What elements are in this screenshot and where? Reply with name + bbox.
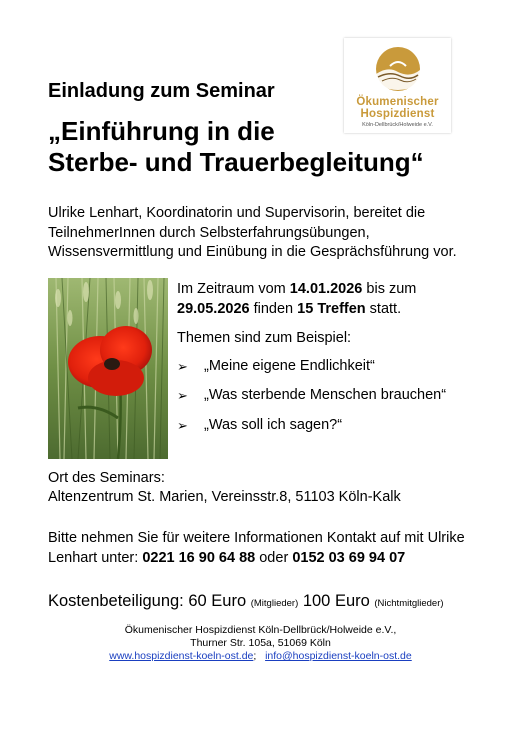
nonmember-price: 100 Euro (298, 592, 375, 610)
phone-number-1: 0221 16 90 64 88 (142, 549, 256, 566)
topic-item (177, 357, 477, 377)
footer-links (0, 650, 521, 663)
seminar-title-line2: Sterbe- und Trauerbegleitung“ (48, 147, 424, 177)
topic-item (177, 386, 477, 406)
start-date: 14.01.2026 (289, 281, 363, 297)
topic-item (177, 416, 477, 436)
topic-text: „Was sterbende Menschen brauchen“ (204, 387, 447, 403)
seminar-details (177, 280, 477, 445)
topics-label: Themen sind zum Beispiel: (177, 330, 352, 346)
hospice-emblem-icon (372, 44, 424, 94)
members-note: (Mitglieder) (250, 598, 299, 609)
meeting-count: 15 Treffen (297, 300, 366, 317)
arrow-bullet-icon: ➢ (177, 358, 188, 374)
topic-text: „Was soll ich sagen?“ (204, 416, 343, 433)
schedule-text-part4: statt. (365, 300, 402, 317)
nonmembers-note: (Nichtmitglieder) (374, 598, 444, 609)
intro-paragraph: Ulrike Lenhart, Koordinatorin und Supervisorin, bereitet die TeilnehmerInnen durch Selbsterfahrungsübungen, Wissensvermittlung und Einübung in die Gesprächsführung vor. (48, 205, 457, 260)
contact-or-text: oder (255, 549, 293, 566)
schedule-text-part3: finden (249, 300, 298, 317)
logo-text-line1: Ökumenischer (356, 96, 439, 108)
costs-label: Kostenbeteiligung: 60 Euro (48, 592, 251, 610)
schedule-text-part1: Im Zeitraum vom (177, 281, 290, 297)
contact-paragraph (48, 529, 488, 568)
arrow-bullet-icon: ➢ (177, 417, 188, 433)
contact-text: Bitte nehmen Sie für weitere Informationen Kontakt auf mit Ulrike Lenhart unter: (48, 530, 465, 566)
logo-text-line2: Hospizdienst (360, 108, 435, 120)
seminar-title-line1: „Einführung in die (48, 116, 275, 146)
website-link[interactable]: www.hospizdienst-koeln-ost.de (109, 650, 254, 662)
place-label: Ort des Seminars: (48, 470, 165, 486)
topic-text: „Meine eigene Endlichkeit“ (204, 357, 375, 374)
costs-line (48, 592, 444, 611)
email-link[interactable]: info@hospizdienst-koeln-ost.de (265, 650, 412, 662)
logo-text-line3: Köln-Dellbrück/Holweide e.V. (362, 122, 433, 128)
end-date: 29.05.2026 (177, 300, 250, 317)
footer (0, 624, 521, 663)
poppy-photo (48, 278, 168, 459)
phone-number-2: 0152 03 69 94 07 (292, 549, 406, 566)
footer-organization: Ökumenischer Hospizdienst Köln-Dellbrück/Holweide e.V., (124, 624, 397, 636)
page-heading: Einladung zum Seminar (48, 80, 275, 102)
schedule-text (177, 280, 477, 319)
seminar-title (48, 116, 428, 178)
place-address: Altenzentrum St. Marien, Vereinsstr.8, 51103 Köln-Kalk (48, 489, 401, 505)
footer-address: Thurner Str. 105a, 51069 Köln (190, 637, 331, 649)
schedule-text-part2: bis zum (362, 281, 417, 297)
arrow-bullet-icon: ➢ (177, 388, 188, 403)
footer-separator: ; (253, 650, 257, 662)
